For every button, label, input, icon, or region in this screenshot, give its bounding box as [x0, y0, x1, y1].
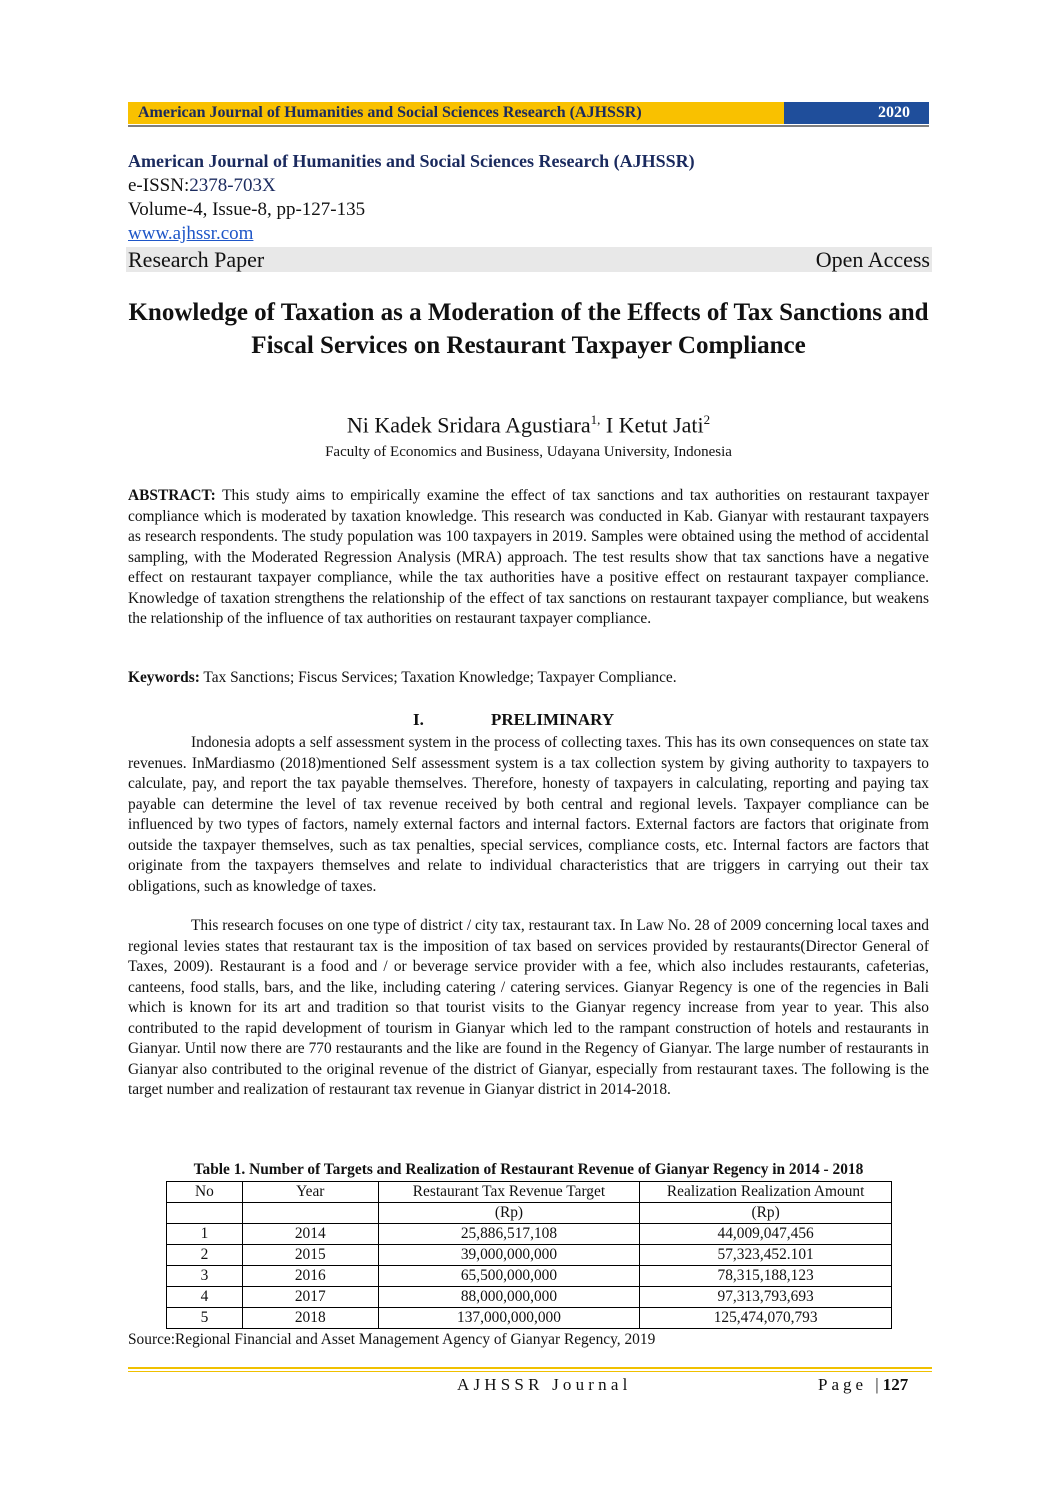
table-cell: 44,009,047,456 [640, 1224, 892, 1245]
table-cell: 78,315,188,123 [640, 1266, 892, 1287]
table-header-cell: Restaurant Tax Revenue Target [378, 1182, 640, 1203]
body-paragraph: This research focuses on one type of district / city tax, restaurant tax. In Law No. 28 of 2009 concerning local taxes and regional levies states that restaurant tax is the imposition of tax based on services provided by restaurants(Director General of Taxes, 2009). Restaurant is a food and / or beverage service provider with a fee, which also includes restaurants, cafeterias, canteens, food stalls, bars, and the like, including catering / catering services. Gianyar Regency is one of the regencies in Bali which is known for its art and tradition so that tourist visits to the Gianyar regency increase from year to year. This also contributed to the rapid development of tourism in Gianyar which led to the rampant construction of hotels and restaurants in Gianyar. Until now there are 770 restaurants and the like are found in the Regency of Gianyar. The large number of restaurants in Gianyar also contributed to the original revenue of the district of Gianyar, especially from restaurant taxes. The following is the target number and realization of restaurant tax revenue in Gianyar district in 2014-2018. [128, 917, 929, 1098]
header-rule [128, 125, 929, 127]
keywords-label: Keywords: [128, 669, 200, 686]
table-header-cell: Realization Realization Amount [640, 1182, 892, 1203]
table-row [167, 1308, 892, 1329]
issn-line [128, 175, 276, 197]
journal-name: American Journal of Humanities and Social Sciences Research (AJHSSR) [128, 151, 695, 171]
section-number: I. [413, 710, 424, 729]
author-line [128, 412, 929, 438]
table-cell: 57,323,452.101 [640, 1245, 892, 1266]
table-cell: 5 [167, 1308, 243, 1329]
paper-type: Research Paper [128, 247, 265, 272]
table-cell: 4 [167, 1287, 243, 1308]
page-number: 127 [882, 1375, 909, 1394]
footer-rule [128, 1367, 932, 1369]
author-1-affiliation-mark: 1, [590, 412, 601, 427]
footer-journal: AJHSSR Journal [457, 1375, 632, 1394]
table-cell: 2016 [242, 1266, 378, 1287]
header-year: 2020 [878, 104, 910, 121]
table-source: Source:Regional Financial and Asset Management Agency of Gianyar Regency, 2019 [128, 1331, 656, 1348]
author-2-affiliation-mark: 2 [703, 412, 711, 427]
table-caption: Table 1. Number of Targets and Realization of Restaurant Revenue of Gianyar Regency in 2014 - 2018 [193, 1161, 864, 1178]
table-header-unit: (Rp) [378, 1203, 640, 1224]
table-header-cell: No [167, 1182, 243, 1203]
author-1: Ni Kadek Sridara Agustiara [346, 412, 591, 438]
table-row [167, 1245, 892, 1266]
volume-line: Volume-4, Issue-8, pp-127-135 [128, 199, 366, 220]
access-type: Open Access [815, 247, 930, 272]
table-cell: 88,000,000,000 [378, 1287, 640, 1308]
abstract-text: This study aims to empirically examine the effect of tax sanctions and tax authorities on restaurant taxpayer compliance which is moderated by taxation knowledge. This research was conducted in Kab. Gianyar with restaurant taxpayers as research respondents. The study population was 100 taxpayers in 2019. Samples were obtained using the method of accidental sampling, with the Moderated Regression Analysis (MRA) approach. The test results show that tax sanctions have a negative effect on restaurant taxpayer compliance, while the tax authorities have a positive effect on restaurant taxpayer compliance. Knowledge of taxation strengthens the relationship of the effect of tax sanctions on restaurant taxpayer compliance, but weakens the relationship of the influence of tax authorities on restaurant taxpayer compliance. [128, 487, 929, 627]
footer-page [818, 1375, 908, 1395]
table-cell: 125,474,070,793 [640, 1308, 892, 1329]
data-table [166, 1181, 892, 1329]
footer-rule [128, 1371, 932, 1372]
table-header-unit: (Rp) [640, 1203, 892, 1224]
table-cell: 2 [167, 1245, 243, 1266]
page-label: Page | [818, 1375, 883, 1394]
abstract-label: ABSTRACT: [128, 487, 216, 504]
author-2: I Ketut Jati [605, 412, 704, 438]
table-cell: 3 [167, 1266, 243, 1287]
affiliation: Faculty of Economics and Business, Udayana University, Indonesia [325, 444, 732, 460]
table-cell: 2015 [242, 1245, 378, 1266]
table-header-cell: Year [242, 1182, 378, 1203]
abstract [128, 486, 929, 630]
table-row [167, 1224, 892, 1245]
issn-label: e-ISSN: [128, 175, 190, 196]
table-header-unit [167, 1203, 243, 1224]
keywords [128, 668, 929, 689]
table-cell: 137,000,000,000 [378, 1308, 640, 1329]
table-cell: 2017 [242, 1287, 378, 1308]
header-journal-title: American Journal of Humanities and Social Sciences Research (AJHSSR) [138, 104, 642, 121]
table-cell: 39,000,000,000 [378, 1245, 640, 1266]
article-title: Knowledge of Taxation as a Moderation of the Effects of Tax Sanctions and Fiscal Services on Restaurant Taxpayer Compliance [128, 299, 929, 359]
table-cell: 97,313,793,693 [640, 1287, 892, 1308]
table-cell: 65,500,000,000 [378, 1266, 640, 1287]
table-cell: 25,886,517,108 [378, 1224, 640, 1245]
table-row [167, 1287, 892, 1308]
journal-url-link[interactable]: www.ajhssr.com [128, 223, 254, 244]
table-cell: 2018 [242, 1308, 378, 1329]
table-header-row [167, 1182, 892, 1203]
table-header-units-row [167, 1203, 892, 1224]
table-row [167, 1266, 892, 1287]
issn-number: 2378-703X [189, 175, 276, 196]
table-cell: 1 [167, 1224, 243, 1245]
section-title: PRELIMINARY [491, 710, 615, 729]
table-cell: 2014 [242, 1224, 378, 1245]
body-paragraph: Indonesia adopts a self assessment system in the process of collecting taxes. This has its own consequences on state tax revenues. InMardiasmo (2018)mentioned Self assessment system is a tax collection system by giving authority to taxpayers to calculate, pay, and report the tax payable themselves. Therefore, honesty of taxpayers in calculating, reporting and paying tax payable can determine the level of tax revenue received by both central and regional levels. Taxpayer compliance can be influenced by two types of factors, namely external factors and internal factors. External factors are factors that originate from outside the taxpayer themselves, such as tax penalties, special services, compliance costs, etc. Internal factors are factors that originate from the taxpayers themselves and relate to individual characteristics that are triggers in carrying out their tax obligations, such as knowledge of taxes. [128, 734, 929, 895]
table-header-unit [242, 1203, 378, 1224]
keywords-text: Tax Sanctions; Fiscus Services; Taxation Knowledge; Taxpayer Compliance. [203, 669, 677, 686]
